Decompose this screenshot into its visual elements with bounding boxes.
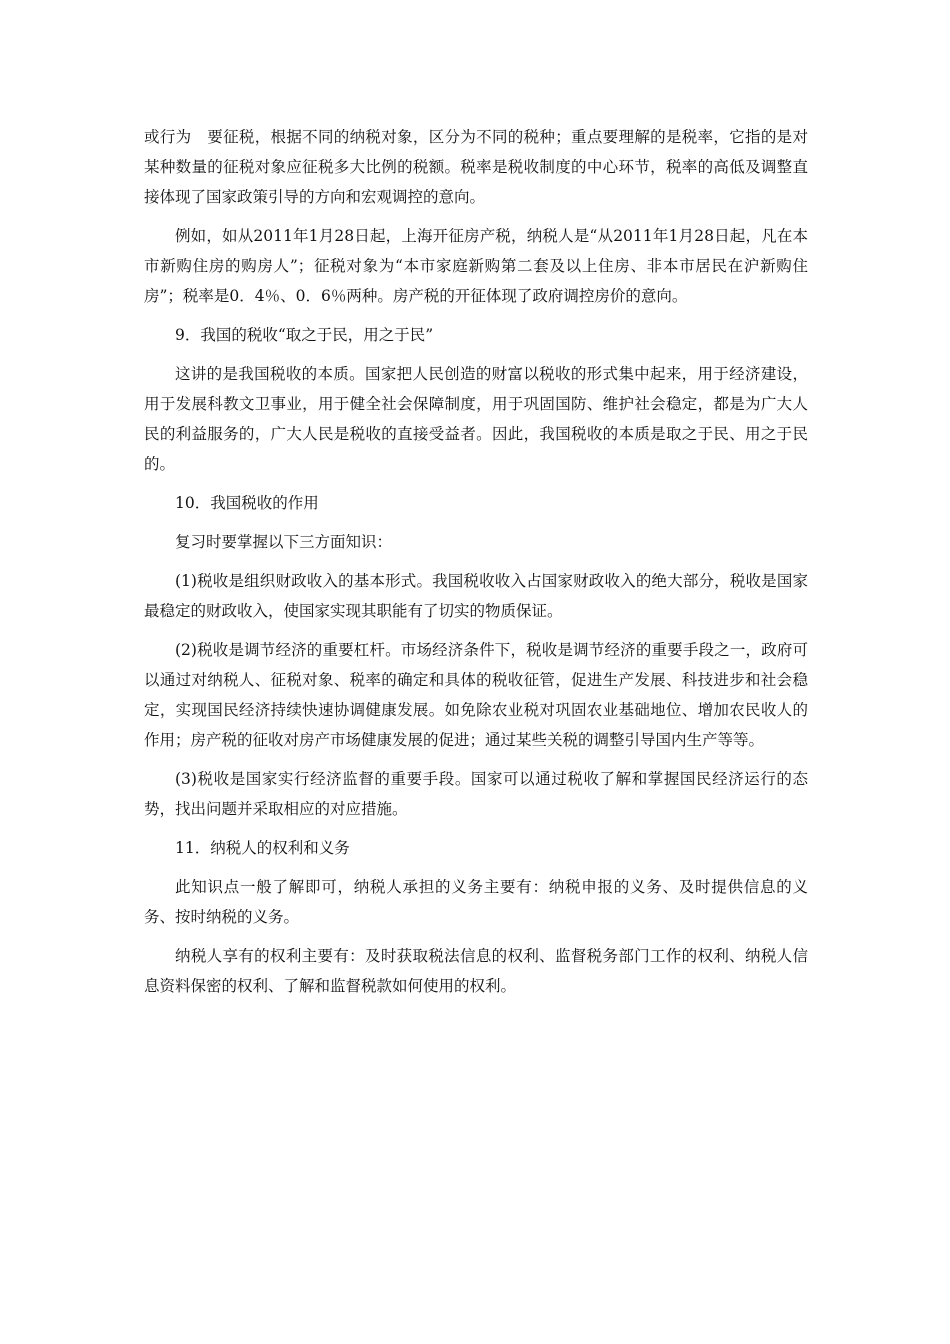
section-heading-11: 11．纳税人的权利和义务 [175,839,350,857]
paragraph-point-2: (2)税收是调节经济的重要杠杆。市场经济条件下，税收是调节经济的重要手段之一，政府可以通过对纳税人、征税对象、税率的确定和具体的税收征管，促进生产发展、科技进步和社会稳定，实现国民经济持续快速协调健康发展。如免除农业税对巩固农业基础地位、增加农民收人的作用；房产税的征收对房产市场健康发展的促进；通过某些关税的调整引导国内生产等等。 [144,641,808,749]
paragraph-tax-nature: 这讲的是我国税收的本质。国家把人民创造的财富以税收的形式集中起来，用于经济建设，用于发展科教文卫事业，用于健全社会保障制度，用于巩固国防、维护社会稳定，都是为广大人民的利益服务的，广大人民是税收的直接受益者。因此，我国税收的本质是取之于民、用之于民的。 [144,365,808,473]
paragraph-review-intro: 复习时要掌握以下三方面知识： [175,533,393,551]
paragraph-point-1: (1)税收是组织财政收入的基本形式。我国税收收入占国家财政收入的绝大部分，税收是国家最稳定的财政收入，使国家实现其职能有了切实的物质保证。 [144,572,808,620]
paragraph-property-tax-example: 例如，如从2011年1月28日起，上海开征房产税，纳税人是“从2011年1月28日起，凡在本市新购住房的购房人”；征税对象为“本市家庭新购第二套及以上住房、非本市居民在沪新购住房”；税率是0．4％、0．6％两种。房产税的开征体现了政府调控房价的意向。 [144,227,808,305]
paragraph-taxpayer-duties: 此知识点一般了解即可，纳税人承担的义务主要有：纳税申报的义务、及时提供信息的义务、按时纳税的义务。 [144,878,808,926]
document-body [144,122,808,1010]
paragraph-taxpayer-rights: 纳税人享有的权利主要有：及时获取税法信息的权利、监督税务部门工作的权利、纳税人信息资料保密的权利、了解和监督税款如何使用的权利。 [144,947,808,995]
paragraph-tax-rate: 或行为 要征税，根据不同的纳税对象，区分为不同的税种；重点要理解的是税率，它指的是对某种数量的征税对象应征税多大比例的税额。税率是税收制度的中心环节，税率的高低及调整直接体现了国家政策引导的方向和宏观调控的意向。 [144,128,808,206]
section-heading-10: 10．我国税收的作用 [175,494,319,512]
paragraph-point-3: (3)税收是国家实行经济监督的重要手段。国家可以通过税收了解和掌握国民经济运行的态势，找出问题并采取相应的对应措施。 [144,770,808,818]
section-heading-9: 9．我国的税收“取之于民，用之于民” [175,326,434,344]
